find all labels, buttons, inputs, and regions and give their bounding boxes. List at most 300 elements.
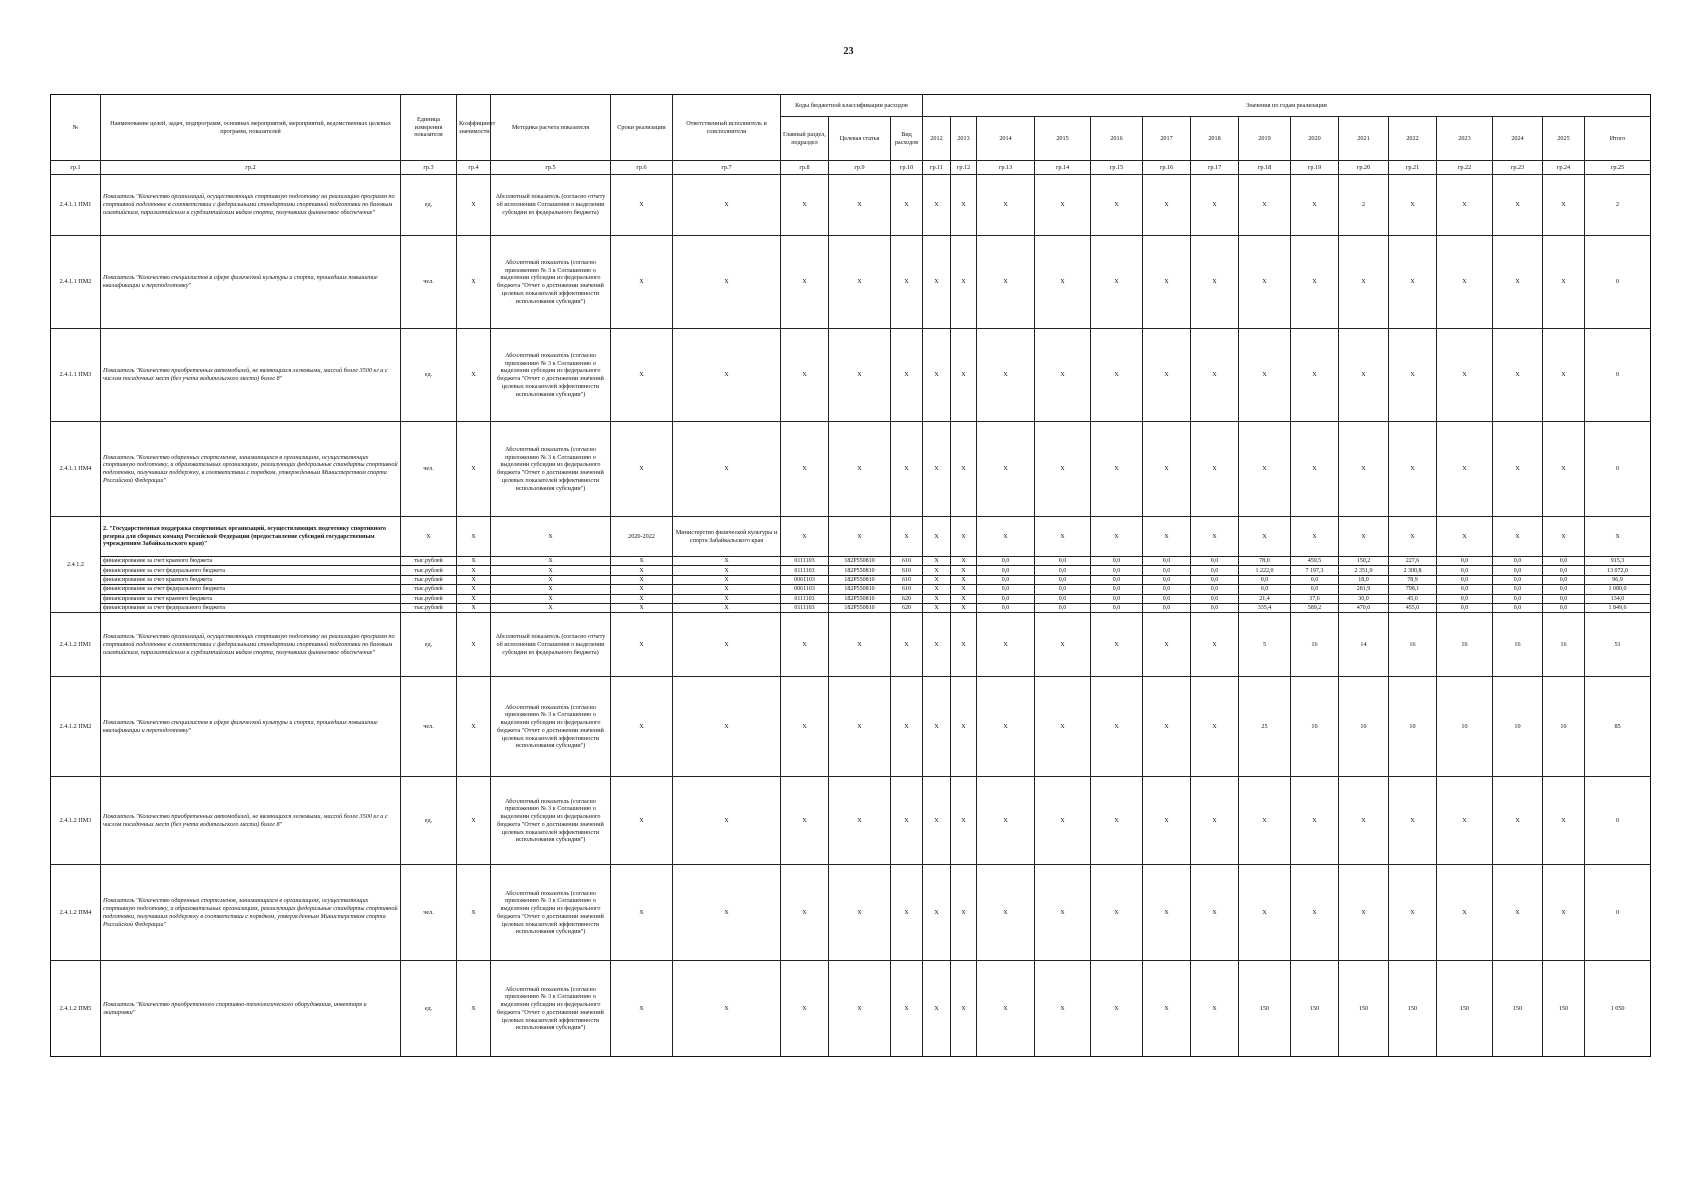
year-value-cell: X <box>1339 422 1389 517</box>
code-section-cell: X <box>781 175 829 236</box>
year-value-cell: 0,0 <box>1191 566 1239 575</box>
financing-row <box>51 557 1651 566</box>
col-num-header: № <box>51 95 101 161</box>
coef-cell: X <box>457 961 491 1057</box>
year-value-cell: 0,0 <box>1035 585 1091 594</box>
year-value-cell: 78,9 <box>1389 575 1437 584</box>
year-value-cell: X <box>1191 236 1239 329</box>
year-value-cell: X <box>923 613 951 677</box>
year-value-cell: 0,0 <box>1437 594 1493 603</box>
year-value-cell: X <box>1143 329 1191 422</box>
year-value-cell: X <box>1339 329 1389 422</box>
code-type-cell: X <box>891 613 923 677</box>
indicator-row <box>51 175 1651 236</box>
year-value-cell: 14 <box>1339 613 1389 677</box>
year-value-cell: 0,0 <box>977 575 1035 584</box>
method-cell: X <box>491 585 611 594</box>
year-value-cell: 0,0 <box>1291 575 1339 584</box>
code-article-cell: X <box>829 777 891 865</box>
year-value-cell: 150 <box>1437 961 1493 1057</box>
year-value-cell: 0,0 <box>1543 575 1585 584</box>
method-cell: Абсолютный показатель (согласно приложению № 3 к Соглашению о выделении субсидии из федерального бюджета "Отчет о достижении значений целевых показателей эффективности использования субсидии") <box>491 961 611 1057</box>
indicator-name: Показатель "Количество приобретенного спортивно-технологического оборудования, инвентаря и экипировки" <box>101 961 401 1057</box>
terms-cell: X <box>611 594 673 603</box>
year-value-cell: X <box>977 517 1035 557</box>
unit-cell: тыс.рублей <box>401 594 457 603</box>
terms-cell: X <box>611 557 673 566</box>
year-value-cell: 0,0 <box>1493 557 1543 566</box>
year-value-cell: X <box>951 677 977 777</box>
year-value-cell: X <box>1191 517 1239 557</box>
year-value-cell: 134,0 <box>1585 594 1651 603</box>
year-value-cell: 10 <box>1389 677 1437 777</box>
year-value-cell: 85 <box>1585 677 1651 777</box>
terms-cell: X <box>611 865 673 961</box>
coef-cell: X <box>457 422 491 517</box>
year-value-cell: 0,0 <box>1091 566 1143 575</box>
year-value-cell: X <box>1191 422 1239 517</box>
col-resp-header: Ответственный исполнитель и соисполнители <box>673 95 781 161</box>
responsible-cell: X <box>673 961 781 1057</box>
year-value-cell: X <box>951 575 977 584</box>
row-number: 2.4.1.2 ПМ4 <box>51 865 101 961</box>
financing-name: финансирование за счет краевого бюджета <box>101 594 401 603</box>
financing-name: финансирование за счет федерального бюджета <box>101 603 401 612</box>
code-article-cell: X <box>829 329 891 422</box>
year-value-cell: X <box>1543 236 1585 329</box>
year-value-cell: X <box>1291 175 1339 236</box>
column-number: гр.6 <box>611 161 673 175</box>
row-number: 2.4.1.1 ПМ2 <box>51 236 101 329</box>
year-value-cell: X <box>1239 422 1291 517</box>
col-coef-header: Коэффициент значимости <box>457 95 491 161</box>
code-article-cell: 182P550810 <box>829 603 891 612</box>
code-type-cell: X <box>891 961 923 1057</box>
indicator-row <box>51 613 1651 677</box>
code-section-cell: 0111103 <box>781 603 829 612</box>
column-number: гр.9 <box>829 161 891 175</box>
year-value-cell: 0,0 <box>1493 575 1543 584</box>
year-value-cell: 0,0 <box>1091 557 1143 566</box>
year-value-cell: 150 <box>1389 961 1437 1057</box>
year-value-cell: 0,0 <box>1291 585 1339 594</box>
terms-cell: X <box>611 422 673 517</box>
year-value-cell: 0,0 <box>1437 566 1493 575</box>
year-value-cell: 0,0 <box>1143 566 1191 575</box>
year-value-cell: X <box>1543 175 1585 236</box>
year-value-cell: 2 300,8 <box>1389 566 1437 575</box>
year-value-cell: 1 849,6 <box>1585 603 1651 612</box>
code-article-cell: X <box>829 677 891 777</box>
code-section-cell: X <box>781 329 829 422</box>
year-value-cell: X <box>1493 329 1543 422</box>
year-value-cell: 0,0 <box>1543 557 1585 566</box>
year-value-cell: 0,0 <box>1543 594 1585 603</box>
year-value-cell: X <box>1291 329 1339 422</box>
row-number: 2.4.1.1 ПМ4 <box>51 422 101 517</box>
year-value-cell: 455,0 <box>1389 603 1437 612</box>
year-value-cell: 0,0 <box>1437 603 1493 612</box>
year-value-cell: X <box>1091 777 1143 865</box>
terms-cell: X <box>611 575 673 584</box>
responsible-cell: X <box>673 236 781 329</box>
year-value-cell: 150,2 <box>1339 557 1389 566</box>
year-value-cell: X <box>1339 777 1389 865</box>
year-value-cell: 0 <box>1585 777 1651 865</box>
budget-codes-header: Коды бюджетной классификации расходов <box>781 95 923 117</box>
column-number: гр.7 <box>673 161 781 175</box>
year-value-cell: X <box>977 329 1035 422</box>
year-value-cell: X <box>1339 517 1389 557</box>
year-value-cell: 0,0 <box>977 557 1035 566</box>
year-header: 2025 <box>1543 117 1585 161</box>
year-value-cell: 13 072,0 <box>1585 566 1651 575</box>
year-header: 2019 <box>1239 117 1291 161</box>
code-article-cell: 182P550810 <box>829 585 891 594</box>
responsible-cell: X <box>673 175 781 236</box>
measure-row <box>51 517 1651 557</box>
year-value-cell: X <box>1143 677 1191 777</box>
coef-cell: X <box>457 777 491 865</box>
year-value-cell: X <box>951 613 977 677</box>
column-number: гр.1 <box>51 161 101 175</box>
financing-name: финансирование за счет краевого бюджета <box>101 557 401 566</box>
code-section-cell: X <box>781 236 829 329</box>
year-value-cell: X <box>923 329 951 422</box>
year-value-cell: 30,0 <box>1339 594 1389 603</box>
code-type-header: Вид расходов <box>891 117 923 161</box>
year-value-cell: X <box>1437 865 1493 961</box>
year-value-cell: X <box>1493 236 1543 329</box>
year-value-cell: X <box>1191 777 1239 865</box>
year-value-cell: 10 <box>1543 677 1585 777</box>
year-value-cell: X <box>951 865 977 961</box>
year-value-cell: 10 <box>1291 677 1339 777</box>
financing-row <box>51 575 1651 584</box>
year-value-cell: 0,0 <box>1437 557 1493 566</box>
financing-row <box>51 585 1651 594</box>
row-number: 2.4.1.2 ПМ3 <box>51 777 101 865</box>
year-value-cell: 5 <box>1239 613 1291 677</box>
financing-name: финансирование за счет краевого бюджета <box>101 575 401 584</box>
indicator-name: Показатель "Количество приобретенных автомобилей, не являющихся легковыми, массой более 3500 кг и с числом посадочных мест (без учета водительского места) более 8" <box>101 329 401 422</box>
row-number: 2.4.1.2 <box>51 517 101 613</box>
year-value-cell: X <box>1543 865 1585 961</box>
year-value-cell: X <box>923 422 951 517</box>
code-section-cell: 0061103 <box>781 575 829 584</box>
year-value-cell: X <box>1437 422 1493 517</box>
year-value-cell: 281,9 <box>1339 585 1389 594</box>
year-value-cell: X <box>1035 517 1091 557</box>
year-value-cell: 0,0 <box>1091 585 1143 594</box>
year-value-cell: X <box>1035 329 1091 422</box>
year-value-cell: X <box>1543 777 1585 865</box>
responsible-cell: X <box>673 603 781 612</box>
code-section-cell: X <box>781 777 829 865</box>
year-header: 2017 <box>1143 117 1191 161</box>
responsible-cell: X <box>673 557 781 566</box>
year-value-cell: 18,0 <box>1339 575 1389 584</box>
year-value-cell: X <box>951 585 977 594</box>
responsible-cell: X <box>673 566 781 575</box>
year-value-cell: X <box>1291 777 1339 865</box>
year-value-cell: 798,1 <box>1389 585 1437 594</box>
year-value-cell: 10 <box>1493 677 1543 777</box>
year-value-cell: X <box>1091 961 1143 1057</box>
code-section-cell: 0111103 <box>781 594 829 603</box>
year-value-cell: X <box>1091 865 1143 961</box>
year-value-cell: 0,0 <box>1191 585 1239 594</box>
year-header: 2012 <box>923 117 951 161</box>
year-value-cell: X <box>1437 777 1493 865</box>
coef-cell: X <box>457 613 491 677</box>
year-value-cell: X <box>1437 236 1493 329</box>
year-value-cell: X <box>923 566 951 575</box>
unit-cell: ед. <box>401 329 457 422</box>
year-value-cell: 0,0 <box>1035 566 1091 575</box>
year-value-cell: 0,0 <box>1493 603 1543 612</box>
indicator-row <box>51 961 1651 1057</box>
year-value-cell: 150 <box>1543 961 1585 1057</box>
column-number: гр.2 <box>101 161 401 175</box>
method-cell: X <box>491 566 611 575</box>
year-value-cell: X <box>977 677 1035 777</box>
coef-cell: X <box>457 865 491 961</box>
method-cell: X <box>491 557 611 566</box>
year-value-cell: X <box>977 865 1035 961</box>
financing-row <box>51 594 1651 603</box>
year-value-cell: 0,0 <box>1143 594 1191 603</box>
year-value-cell: X <box>923 575 951 584</box>
unit-cell: чел. <box>401 865 457 961</box>
year-value-cell: 0,0 <box>1035 603 1091 612</box>
year-value-cell: X <box>1143 865 1191 961</box>
terms-cell: X <box>611 961 673 1057</box>
year-value-cell: 16 <box>1493 613 1543 677</box>
column-number: гр.12 <box>951 161 977 175</box>
column-number: гр.13 <box>977 161 1035 175</box>
indicator-name: Показатель "Количество специалистов в сфере физической культуры и спорта, прошедших повышение квалификации и переподготовку" <box>101 677 401 777</box>
financing-row <box>51 603 1651 612</box>
column-number: гр.18 <box>1239 161 1291 175</box>
year-value-cell: X <box>1291 865 1339 961</box>
year-value-cell: X <box>977 422 1035 517</box>
year-value-cell: X <box>1091 422 1143 517</box>
code-type-cell: X <box>891 777 923 865</box>
code-article-cell: 182P550810 <box>829 594 891 603</box>
terms-cell: X <box>611 585 673 594</box>
terms-cell: X <box>611 777 673 865</box>
program-indicators-table <box>50 94 1651 1057</box>
year-value-cell: 37,6 <box>1291 594 1339 603</box>
code-type-cell: 610 <box>891 585 923 594</box>
column-number: гр.23 <box>1493 161 1543 175</box>
indicator-name: Показатель "Количество одаренных спортсменов, занимающихся в организациях, осуществляющих спортивную подготовку, и образовательных организациях, реализующих федеральные стандарты спортивной подготовки, получивших поддержку в соответствии с порядком, утвержденным Министерством спорта Российской Федерации" <box>101 865 401 961</box>
year-value-cell: 0 <box>1585 422 1651 517</box>
year-value-cell: X <box>1191 677 1239 777</box>
year-value-cell: X <box>951 329 977 422</box>
year-header: 2021 <box>1339 117 1389 161</box>
column-number: гр.15 <box>1091 161 1143 175</box>
year-value-cell: X <box>1143 517 1191 557</box>
year-value-cell: X <box>1339 236 1389 329</box>
col-unit-header: Единица измерения показателя <box>401 95 457 161</box>
column-number: гр.17 <box>1191 161 1239 175</box>
year-value-cell: 0 <box>1585 236 1651 329</box>
year-value-cell: X <box>1091 236 1143 329</box>
method-cell: Абсолютный показатель (согласно приложению № 3 к Соглашению о выделении субсидии из федерального бюджета "Отчет о достижении значений целевых показателей эффективности использования субсидии") <box>491 677 611 777</box>
responsible-cell: X <box>673 594 781 603</box>
year-value-cell: X <box>1143 422 1191 517</box>
year-value-cell: 0,0 <box>1543 603 1585 612</box>
year-value-cell: X <box>1191 175 1239 236</box>
code-section-cell: X <box>781 865 829 961</box>
code-type-cell: X <box>891 677 923 777</box>
method-cell: Абсолютный показатель (согласно приложению № 3 к Соглашению о выделении субсидии из федерального бюджета "Отчет о достижении значений целевых показателей эффективности использования субсидии") <box>491 865 611 961</box>
code-type-cell: X <box>891 236 923 329</box>
year-header: 2014 <box>977 117 1035 161</box>
indicator-row <box>51 422 1651 517</box>
year-value-cell: 0,0 <box>1191 594 1239 603</box>
year-value-cell: X <box>1091 517 1143 557</box>
unit-cell: чел. <box>401 236 457 329</box>
indicator-row <box>51 677 1651 777</box>
code-type-cell: X <box>891 329 923 422</box>
year-value-cell: X <box>1389 517 1437 557</box>
year-value-cell: X <box>1091 175 1143 236</box>
year-value-cell: X <box>1493 422 1543 517</box>
year-value-cell: 45,0 <box>1389 594 1437 603</box>
column-number: гр.20 <box>1339 161 1389 175</box>
unit-cell: чел. <box>401 677 457 777</box>
year-value-cell: X <box>977 175 1035 236</box>
year-value-cell: X <box>1437 175 1493 236</box>
year-value-cell: X <box>1191 961 1239 1057</box>
year-value-cell: 0,0 <box>1143 557 1191 566</box>
unit-cell: ед. <box>401 961 457 1057</box>
code-type-cell: X <box>891 422 923 517</box>
year-value-cell: 335,4 <box>1239 603 1291 612</box>
code-article-cell: 182P550810 <box>829 575 891 584</box>
year-value-cell: 0,0 <box>977 585 1035 594</box>
year-value-cell: X <box>923 557 951 566</box>
year-value-cell: X <box>1291 517 1339 557</box>
coef-cell: X <box>457 329 491 422</box>
year-value-cell: X <box>923 865 951 961</box>
year-value-cell: X <box>923 603 951 612</box>
year-value-cell: 16 <box>1543 613 1585 677</box>
year-value-cell: X <box>977 613 1035 677</box>
row-number: 2.4.1.2 ПМ1 <box>51 613 101 677</box>
page-number: 23 <box>843 46 854 57</box>
year-value-cell: X <box>923 961 951 1057</box>
column-number: гр.10 <box>891 161 923 175</box>
unit-cell: ед. <box>401 777 457 865</box>
year-header: Итого <box>1585 117 1651 161</box>
year-value-cell: X <box>951 422 977 517</box>
unit-cell: ед. <box>401 175 457 236</box>
year-value-cell: X <box>1585 517 1651 557</box>
year-value-cell: X <box>1035 175 1091 236</box>
year-value-cell: 0,0 <box>1091 594 1143 603</box>
year-value-cell: 0,0 <box>1143 603 1191 612</box>
coef-cell: X <box>457 236 491 329</box>
indicator-name: Показатель "Количество специалистов в сфере физической культуры и спорта, прошедших повышение квалификации и переподготовку" <box>101 236 401 329</box>
code-type-cell: 620 <box>891 603 923 612</box>
coef-cell: X <box>457 517 491 557</box>
unit-cell: тыс.рублей <box>401 575 457 584</box>
terms-cell: X <box>611 677 673 777</box>
year-value-cell: 10 <box>1339 677 1389 777</box>
year-value-cell: 0,0 <box>1437 575 1493 584</box>
responsible-cell: X <box>673 613 781 677</box>
year-value-cell: X <box>1143 236 1191 329</box>
year-value-cell: 0 <box>1585 329 1651 422</box>
year-value-cell: 150 <box>1493 961 1543 1057</box>
year-value-cell: 0,0 <box>1437 585 1493 594</box>
terms-cell: X <box>611 236 673 329</box>
code-type-cell: X <box>891 517 923 557</box>
year-value-cell: X <box>1437 329 1493 422</box>
year-value-cell: 10 <box>1437 677 1493 777</box>
unit-cell: X <box>401 517 457 557</box>
coef-cell: X <box>457 677 491 777</box>
method-cell: Абсолютный показатель (согласно отчету об исполнении Соглашения о выделении субсидии из федерального бюджета) <box>491 613 611 677</box>
row-number: 2.4.1.1 ПМ1 <box>51 175 101 236</box>
coef-cell: X <box>457 594 491 603</box>
terms-cell: X <box>611 175 673 236</box>
year-value-cell: X <box>1035 865 1091 961</box>
code-section-cell: X <box>781 613 829 677</box>
code-section-cell: 0111103 <box>781 566 829 575</box>
method-cell: Абсолютный показатель (согласно отчету об исполнении Соглашения о выделении субсидии из федерального бюджета) <box>491 175 611 236</box>
responsible-cell: X <box>673 422 781 517</box>
method-cell: X <box>491 517 611 557</box>
column-number: гр.8 <box>781 161 829 175</box>
year-value-cell: 470,0 <box>1339 603 1389 612</box>
year-value-cell: X <box>977 961 1035 1057</box>
year-value-cell: X <box>951 566 977 575</box>
year-value-cell: X <box>977 777 1035 865</box>
code-section-cell: X <box>781 422 829 517</box>
unit-cell: тыс.рублей <box>401 585 457 594</box>
year-value-cell: 0,0 <box>977 603 1035 612</box>
year-value-cell: 0,0 <box>1191 575 1239 584</box>
year-header: 2018 <box>1191 117 1239 161</box>
financing-row <box>51 566 1651 575</box>
unit-cell: тыс.рублей <box>401 603 457 612</box>
year-value-cell: 16 <box>1437 613 1493 677</box>
year-value-cell: 25 <box>1239 677 1291 777</box>
year-value-cell: X <box>1143 613 1191 677</box>
code-article-cell: 182P550810 <box>829 557 891 566</box>
year-header: 2013 <box>951 117 977 161</box>
indicator-name: Показатель "Количество организаций, осуществляющих спортивную подготовку на реализацию программ по спортивной подготовке в соответствии с федеральными стандартами спортивной подготовки по базовым олимпийским, паралимпийским и сурдлимпийским видам спорта, получивших финансовое обеспечение" <box>101 613 401 677</box>
coef-cell: X <box>457 603 491 612</box>
year-value-cell: X <box>1143 777 1191 865</box>
year-value-cell: 7 197,3 <box>1291 566 1339 575</box>
year-value-cell: 16 <box>1389 613 1437 677</box>
code-article-header: Целевая статья <box>829 117 891 161</box>
indicator-row <box>51 777 1651 865</box>
year-value-cell: X <box>1191 329 1239 422</box>
year-value-cell: X <box>1493 517 1543 557</box>
code-type-cell: 610 <box>891 557 923 566</box>
coef-cell: X <box>457 566 491 575</box>
code-section-cell: 0061103 <box>781 585 829 594</box>
year-value-cell: 21,4 <box>1239 594 1291 603</box>
indicator-name: Показатель "Количество одаренных спортсменов, занимающихся в организациях, осуществляющих спортивную подготовку, и образовательных организациях, реализующих федеральные стандарты спортивной подготовки, получивших поддержку, в соответствии с порядком, утвержденным Министерством спорта Российской Федерации" <box>101 422 401 517</box>
